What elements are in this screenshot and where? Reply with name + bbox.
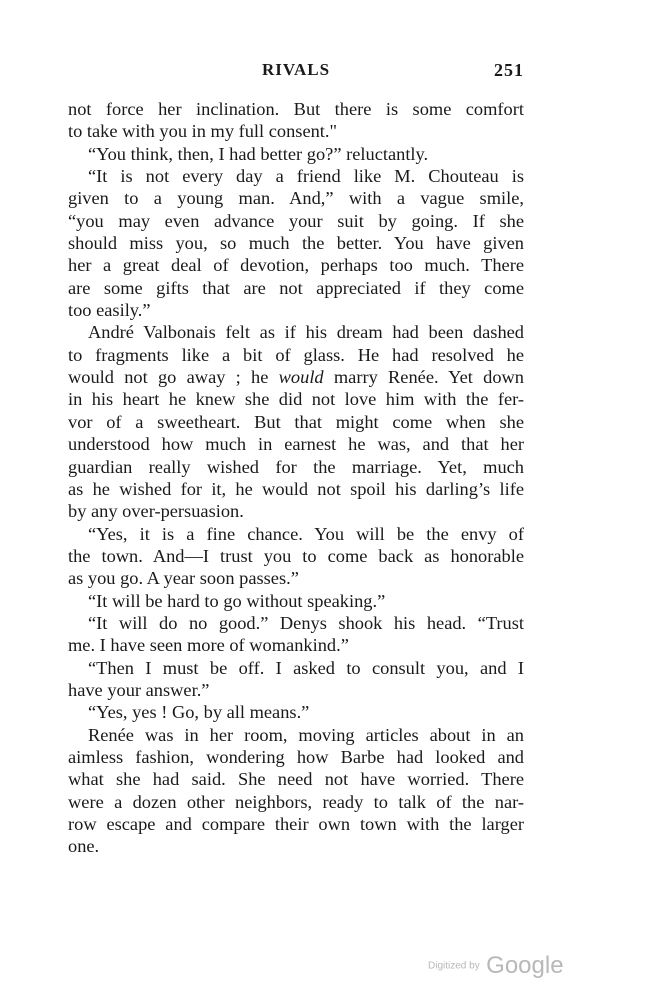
running-title: RIVALS [261,60,331,79]
text-line: by any over-persuasion. [68,501,244,522]
text-line: vor of a sweetheart. But that might come when she [68,411,524,432]
text-line: should miss you, so much the better. You have given [68,233,524,254]
italic-text: would [278,367,324,388]
text-line: “You think, then, I had better go?” reluctantly. [88,143,429,164]
text-line: “It will do no good.” Denys shook his head. “Trust [88,612,524,633]
text-line: aimless fashion, wondering how Barbe had looked and [68,746,524,767]
digitized-watermark [428,952,564,980]
running-head [68,60,524,86]
text-line: are some gifts that are not appreciated if they come [68,277,524,298]
text-line: “you may even advance your suit by going. If she [68,210,524,231]
text-line: “It is not every day a friend like M. Chouteau is [88,166,524,187]
text-line: understood how much in earnest he was, and that her [68,434,524,455]
text-line: “Yes, yes ! Go, by all means.” [88,702,310,723]
text-line: one. [68,836,100,857]
text-line: to fragments like a bit of glass. He had resolved he [68,344,524,365]
text-line: “Yes, it is a fine chance. You will be the envy of [88,523,524,544]
text-line: the town. And—I trust you to come back as honorable [68,545,524,566]
text-run: marry Renée. Yet down [323,367,524,388]
page-number: 251 [494,60,524,80]
text-line: to take with you in my full consent." [68,121,338,142]
text-line: have your answer.” [68,679,210,700]
text-line: André Valbonais felt as if his dream had been dashed [88,322,524,343]
text-line: me. I have seen more of womankind.” [68,635,349,656]
text-line: as you go. A year soon passes.” [68,568,299,589]
text-run: would not go away ; he [68,367,279,388]
text-line: guardian really wished for the marriage. Yet, much [68,456,524,477]
text-line: what she had said. She need not have worried. There [68,769,524,790]
watermark-prefix: Digitized by [428,960,480,972]
text-line: not force her inclination. But there is some comfort [68,99,524,119]
text-line: as he wished for it, he would not spoil his darling’s life [68,478,524,499]
text-line: Renée was in her room, moving articles about in an [88,724,524,745]
text-line: her a great deal of devotion, perhaps too much. There [68,255,524,276]
text-line: too easily.” [68,300,151,321]
text-line: were a dozen other neighbors, ready to talk of the nar- [68,791,524,812]
text-line: given to a young man. And,” with a vague smile, [68,188,524,209]
text-line: “Then I must be off. I asked to consult you, and I [88,657,524,678]
text-line: in his heart he knew she did not love him with the fer- [68,389,524,410]
text-line: “It will be hard to go without speaking.” [88,590,386,611]
body-text [68,98,524,858]
text-line-mixed [68,366,524,388]
google-logo: Google [486,952,564,979]
text-line: row escape and compare their own town with the larger [68,814,524,834]
